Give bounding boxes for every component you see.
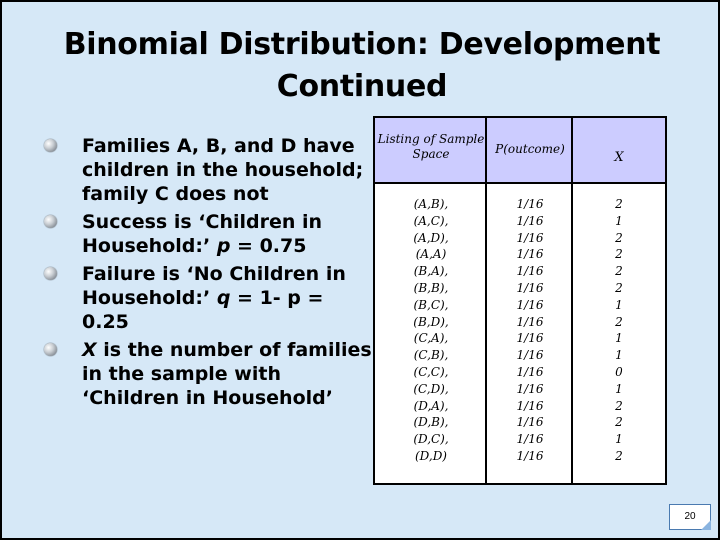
outcome-cell: (D,D): [415, 448, 447, 463]
outcome-cell: (B,C),: [413, 297, 449, 312]
bullet-icon: [44, 267, 57, 280]
x-cell: 0: [615, 364, 623, 379]
bullet-text: Failure is ‘No Children in Household:’: [82, 263, 346, 309]
table-header: [375, 118, 665, 184]
x-cell: 2: [615, 247, 623, 262]
outcome-cell: (B,A),: [413, 264, 449, 279]
x-cell: 2: [615, 197, 623, 211]
bullet-item: [42, 262, 372, 334]
probability-cell: 1/16: [516, 280, 544, 295]
header-probability: P(outcome): [495, 142, 565, 156]
probability-cell: 1/16: [516, 364, 544, 379]
outcome-column: [375, 196, 487, 465]
outcome-cell: (C,C),: [413, 364, 449, 379]
bullet-item: [42, 210, 372, 258]
bullet-text: Families A, B, and D have children in the household; family C does not: [82, 135, 364, 205]
probability-cell: 1/16: [516, 264, 544, 279]
bullet-icon: [44, 215, 57, 228]
probability-cell: 1/16: [516, 415, 544, 430]
probability-cell: 1/16: [516, 348, 544, 363]
bullet-text: Success is ‘Children in Household:’: [82, 211, 323, 257]
x-cell: 2: [615, 264, 623, 279]
bullet-text: is the number of families in the sample with ‘Children in Household’: [82, 339, 372, 409]
x-cell: 2: [615, 280, 623, 295]
probability-cell: 1/16: [516, 432, 544, 447]
outcome-cell: (C,D),: [413, 381, 449, 396]
page-number: 20: [669, 504, 711, 530]
probability-cell: 1/16: [516, 247, 544, 262]
outcome-cell: (C,A),: [413, 331, 449, 346]
outcome-cell: (D,C),: [413, 432, 449, 447]
probability-cell: 1/16: [516, 297, 544, 312]
outcome-cell: (A,C),: [413, 213, 449, 228]
x-cell: 2: [615, 230, 623, 245]
x-cell: 2: [615, 398, 623, 413]
probability-cell: 1/16: [516, 213, 544, 228]
x-cell: 1: [615, 348, 623, 363]
bullet-list: [42, 134, 372, 414]
header-x: X: [614, 150, 624, 165]
x-cell: 1: [615, 297, 623, 312]
probability-cell: 1/16: [516, 381, 544, 396]
probability-cell: 1/16: [516, 314, 544, 329]
probability-cell: 1/16: [516, 331, 544, 346]
bullet-icon: [44, 139, 57, 152]
probability-cell: 1/16: [516, 398, 544, 413]
bullet-item: [42, 338, 372, 410]
x-cell: 1: [615, 381, 623, 396]
outcome-cell: (B,B),: [413, 280, 449, 295]
x-cell: 1: [615, 213, 623, 228]
sample-space-table: [373, 116, 667, 485]
bullet-icon: [44, 343, 57, 356]
x-cell: 1: [615, 432, 623, 447]
bullet-variable: X: [82, 339, 97, 361]
bullet-variable: q: [216, 287, 231, 309]
probability-cell: 1/16: [516, 230, 544, 245]
probability-cell: 1/16: [516, 197, 544, 211]
x-column: [573, 196, 665, 465]
x-cell: 1: [615, 331, 623, 346]
header-sample-space: Listing of Sample Space: [377, 132, 485, 161]
x-cell: 2: [615, 415, 623, 430]
bullet-text: = 1- p = 0.25: [82, 287, 324, 333]
outcome-cell: (A,D),: [413, 230, 449, 245]
outcome-cell: (C,B),: [413, 348, 449, 363]
x-cell: 2: [615, 314, 623, 329]
outcome-cell: (B,D),: [413, 314, 449, 329]
outcome-cell: (A,A): [415, 247, 447, 262]
probability-column: [487, 196, 573, 465]
bullet-variable: p: [216, 235, 231, 257]
outcome-cell: (D,A),: [413, 398, 449, 413]
slide-title: Binomial Distribution: Development Continued: [63, 27, 661, 104]
outcome-cell: (A,B),: [413, 197, 449, 211]
bullet-item: [42, 134, 372, 206]
x-cell: 2: [615, 448, 623, 463]
outcome-cell: (D,B),: [413, 415, 449, 430]
bullet-text: = 0.75: [230, 235, 307, 257]
probability-cell: 1/16: [516, 448, 544, 463]
